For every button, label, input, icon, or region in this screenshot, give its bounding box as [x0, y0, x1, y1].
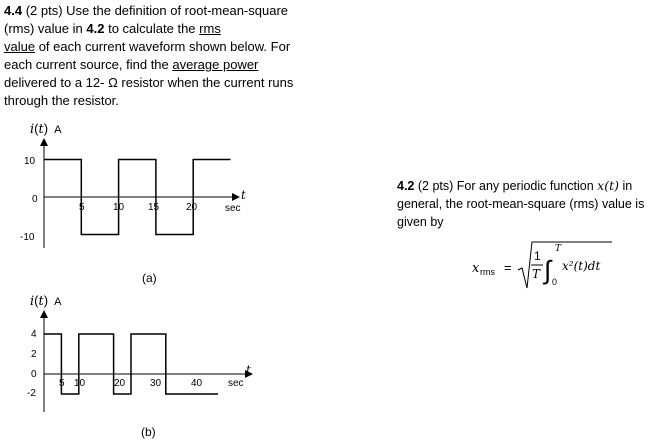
integral-sign: ∫: [544, 255, 552, 285]
graph-a-unit: sec: [225, 203, 241, 214]
problem-4-2-after: in general, the root-mean-square (rms) value is given by: [397, 179, 645, 229]
int-lower: 0: [552, 277, 558, 287]
problem-4-2-number: 4.2: [397, 179, 415, 193]
graph-a-t-label: t: [241, 188, 246, 202]
problem-4-2-func: x(t): [597, 178, 619, 193]
problem-tail: delivered to a 12- Ω resistor when the current runs through the resistor.: [4, 75, 294, 108]
rms-formula: [472, 236, 622, 292]
graph-a: [20, 121, 246, 285]
graph-a-xtick-20: 20: [186, 202, 198, 213]
problem-after-value: of each current waveform shown below. For each current source, find the: [4, 39, 291, 72]
graph-b-xtick-5: 5: [59, 378, 65, 389]
average-power-underlined: average power: [172, 57, 259, 72]
frac-num: 1: [534, 249, 541, 263]
graph-a-caption: (a): [142, 271, 157, 285]
graph-b-ytick-4: 4: [31, 329, 37, 340]
graph-b: [27, 293, 251, 439]
formula-sub: rms: [480, 267, 495, 277]
problem-4-2-text: [397, 177, 665, 231]
graph-b-xtick-40: 40: [191, 378, 203, 389]
problem-intro: (2 pts) Use the definition of root-mean-square (rms) value in: [4, 3, 289, 36]
value-underlined: value: [4, 39, 36, 54]
problem-number: 4.4: [4, 3, 23, 18]
formula-eq: =: [504, 260, 512, 275]
graph-a-xtick-10: 10: [113, 202, 125, 213]
graph-b-ytick-2: 2: [31, 349, 37, 360]
rms-underlined: rms: [199, 21, 221, 36]
graph-b-unit: sec: [228, 378, 244, 389]
graph-a-xtick-15: 15: [148, 202, 160, 213]
problem-ref: 4.2: [86, 21, 105, 36]
graph-a-xtick-5: 5: [79, 202, 85, 213]
graph-a-ytick-neg10: -10: [20, 232, 35, 243]
graph-b-ytick-neg2: -2: [27, 388, 36, 399]
graph-b-ylabel: i(t) A: [30, 293, 62, 309]
graph-b-ytick-0: 0: [31, 369, 37, 380]
graph-b-xtick-30: 30: [150, 378, 162, 389]
graph-b-xtick-10: 10: [74, 378, 86, 389]
graph-b-xtick-20: 20: [114, 378, 126, 389]
graph-a-ytick-0: 0: [32, 194, 38, 205]
graph-b-t-label: t: [246, 363, 251, 377]
graph-a-ylabel: i(t) A: [30, 121, 62, 137]
problem-after-ref: to calculate the: [108, 21, 196, 36]
formula-lhs: x: [472, 261, 480, 276]
problem-4-2-before: (2 pts) For any periodic function: [417, 179, 594, 193]
integrand: x²(t)dt: [562, 259, 601, 273]
frac-den: T: [532, 267, 541, 281]
graph-a-ytick-10: 10: [24, 156, 36, 167]
int-upper: T: [555, 244, 562, 254]
graph-b-caption: (b): [141, 425, 156, 439]
